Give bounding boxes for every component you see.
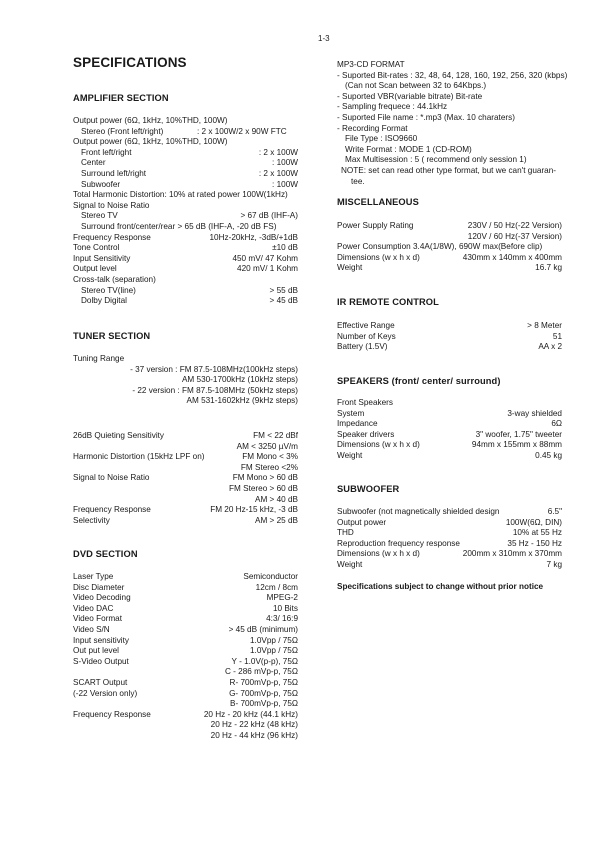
spec-value: 94mm x 155mm x 88mm — [471, 440, 562, 450]
spec-label: S-Video Output — [73, 656, 129, 666]
spec-value: 1.0Vpp / 75Ω — [249, 646, 298, 656]
page-title: SPECIFICATIONS — [73, 55, 187, 70]
spec-row — [337, 242, 562, 253]
spec-row — [337, 155, 577, 166]
spec-value: FM Mono > 60 dB — [232, 473, 298, 483]
spec-value: 35 Hz - 150 Hz — [507, 538, 562, 548]
spec-label: Weight — [337, 450, 363, 460]
spec-value: 200mm x 310mm x 370mm — [462, 549, 562, 559]
spec-value: - 22 version : FM 87.5-108MHz (50kHz steps) — [132, 385, 298, 395]
spec-value: Semiconductor — [243, 572, 298, 581]
spec-value: : 2 x 100W — [258, 147, 298, 157]
spec-row — [337, 451, 562, 462]
subwoofer-heading: SUBWOOFER — [337, 484, 400, 494]
spec-label: Tuning Range — [73, 354, 125, 363]
spec-value: G- 700mVp-p, 75Ω — [229, 688, 298, 698]
spec-row — [73, 201, 298, 212]
spec-label: Tone Control — [73, 243, 120, 253]
spec-value: Y - 1.0V(p-p), 75Ω — [231, 656, 298, 666]
misc-heading: MISCELLANEOUS — [337, 197, 419, 207]
spec-row — [73, 222, 298, 233]
spec-value: 4:3/ 16:9 — [266, 614, 298, 624]
ir-remote-specs — [337, 321, 562, 353]
spec-value: 6Ω — [551, 419, 562, 429]
subwoofer-specs — [337, 507, 562, 571]
spec-row — [337, 263, 562, 274]
spec-row — [337, 81, 577, 92]
spec-label: 26dB Quieting Sensitivity — [73, 431, 165, 440]
spec-value: ±10 dB — [272, 243, 298, 253]
spec-row — [73, 386, 298, 397]
spec-label: Battery (1.5V) — [337, 342, 388, 352]
spec-value: AM 531-1602kHz (9kHz steps) — [186, 396, 298, 406]
spec-value: 12cm / 8cm — [255, 582, 298, 592]
spec-row — [73, 137, 298, 148]
spec-label: Disc Diameter — [73, 582, 125, 592]
spec-value: 3-way shielded — [507, 408, 562, 418]
spec-value: AM 530-1700kHz (10kHz steps) — [181, 375, 298, 385]
spec-row — [73, 365, 298, 376]
spec-value: FM Stereo > 60 dB — [229, 483, 298, 493]
spec-row — [73, 646, 298, 657]
spec-value: 10Hz-20kHz, -3dB/+1dB — [209, 232, 298, 242]
spec-value: 3" woofer, 1.75" tweeter — [475, 429, 562, 439]
spec-row — [73, 148, 298, 159]
spec-label: tee. — [351, 176, 365, 186]
spec-row — [73, 243, 298, 254]
dvd-heading: DVD SECTION — [73, 549, 138, 559]
spec-label: Power Supply Rating — [337, 221, 414, 230]
spec-value: 450 mV/ 47 Kohm — [232, 253, 298, 263]
spec-row — [73, 473, 298, 484]
spec-label: Front left/right — [81, 147, 132, 157]
spec-row — [73, 689, 298, 700]
spec-label: Stereo (Front left/right) — [81, 126, 164, 136]
spec-row — [73, 158, 298, 169]
spec-label: Center — [81, 158, 106, 168]
spec-row — [337, 440, 562, 451]
spec-value: 230V / 50 Hz(-22 Version) — [467, 221, 562, 230]
spec-row — [337, 102, 577, 113]
spec-row — [73, 375, 298, 386]
spec-row — [337, 419, 562, 430]
spec-value: FM Stereo <2% — [240, 462, 298, 472]
spec-value: 16.7 kg — [535, 263, 562, 273]
spec-label: Signal to Noise Ratio — [73, 473, 150, 483]
spec-label: Video Decoding — [73, 593, 131, 603]
spec-label: Stereo TV(line) — [81, 285, 136, 295]
spec-label: Video DAC — [73, 603, 114, 613]
spec-label: Output power — [337, 517, 387, 527]
spec-label: Output power (6Ω, 1kHz, 10%THD, 100W) — [73, 137, 228, 147]
spec-row — [73, 731, 298, 742]
spec-label: (Can not Scan between 32 to 64Kbps.) — [345, 81, 487, 91]
amplifier-heading: AMPLIFIER SECTION — [73, 93, 169, 103]
spec-label: Input sensitivity — [73, 635, 129, 645]
spec-label: Input Sensitivity — [73, 253, 131, 263]
spec-value: FM 20 Hz-15 kHz, -3 dB — [210, 505, 298, 515]
spec-row — [337, 113, 577, 124]
speakers-heading: SPEAKERS (front/ center/ surround) — [337, 376, 501, 386]
spec-value: 1.0Vpp / 75Ω — [249, 635, 298, 645]
spec-label: File Type : ISO9660 — [345, 134, 418, 144]
spec-row — [337, 507, 562, 518]
spec-row — [73, 286, 298, 297]
spec-value: AM > 40 dB — [254, 494, 298, 504]
spec-row — [337, 528, 562, 539]
spec-value: FM < 22 dBf — [253, 431, 298, 440]
spec-label: Video Format — [73, 614, 122, 624]
spec-label: Dimensions (w x h x d) — [337, 440, 420, 450]
spec-label: THD — [337, 528, 354, 538]
spec-label: Frequency Response — [73, 709, 151, 719]
spec-row — [337, 539, 562, 550]
spec-row — [337, 124, 577, 135]
spec-row — [73, 593, 298, 604]
spec-label: Laser Type — [73, 572, 114, 581]
spec-label: Total Harmonic Distortion: 10% at rated power 100W(1kHz) — [73, 190, 288, 200]
spec-label: Out put level — [73, 646, 119, 656]
dvd-specs — [73, 572, 298, 742]
spec-value: AM < 3250 µV/m — [236, 441, 298, 451]
spec-value: 0.45 kg — [535, 450, 562, 460]
spec-row — [73, 495, 298, 506]
spec-row — [337, 409, 562, 420]
spec-label: MP3-CD FORMAT — [337, 60, 405, 69]
spec-label: Signal to Noise Ratio — [73, 200, 150, 210]
spec-value: 120V / 60 Hz(-37 Version) — [467, 231, 562, 241]
spec-row — [337, 166, 577, 177]
spec-value: 10 Bits — [272, 603, 298, 613]
spec-value: > 67 dB (IHF-A) — [240, 211, 298, 221]
spec-row — [73, 180, 298, 191]
spec-label: NOTE: set can read other type format, but we can't guaran- — [341, 165, 556, 175]
spec-row — [73, 678, 298, 689]
spec-value: 420 mV/ 1 Kohm — [237, 264, 298, 274]
spec-row — [73, 431, 298, 442]
spec-label: - Suported VBR(variable bitrate) Bit-rate — [337, 91, 483, 101]
spec-value: > 55 dB — [269, 285, 298, 295]
spec-row — [73, 275, 298, 286]
spec-row — [73, 505, 298, 516]
spec-row — [73, 169, 298, 180]
spec-value: B- 700mVp-p, 75Ω — [229, 699, 298, 709]
spec-row — [73, 657, 298, 668]
spec-row — [73, 127, 298, 138]
spec-row — [73, 396, 298, 407]
ir-remote-heading: IR REMOTE CONTROL — [337, 297, 439, 307]
spec-value: > 45 dB — [269, 296, 298, 306]
spec-value: 6.5" — [547, 507, 562, 516]
spec-row — [73, 233, 298, 244]
amplifier-specs — [73, 116, 298, 307]
spec-label: - Suported Bit-rates : 32, 48, 64, 128, 160, 192, 256, 320 (kbps) — [337, 70, 568, 80]
spec-label: - Sampling frequece : 44.1kHz — [337, 102, 448, 112]
spec-value: MPEG-2 — [266, 593, 298, 603]
spec-row — [337, 145, 577, 156]
spec-value: > 8 Meter — [527, 321, 562, 330]
spec-label: Dimensions (w x h x d) — [337, 252, 420, 262]
page-number: 1-3 — [318, 34, 330, 43]
spec-row — [337, 518, 562, 529]
spec-label: Number of Keys — [337, 331, 396, 341]
spec-label: - Recording Format — [337, 123, 408, 133]
spec-row — [73, 516, 298, 527]
spec-value: - 37 version : FM 87.5-108MHz(100kHz steps) — [130, 364, 298, 374]
spec-row — [73, 572, 298, 583]
spec-value: 20 Hz - 44 kHz (96 kHz) — [210, 730, 298, 740]
spec-row — [337, 71, 577, 82]
spec-value: 10% at 55 Hz — [512, 528, 562, 538]
spec-row — [73, 452, 298, 463]
spec-label: Selectivity — [73, 515, 110, 525]
spec-value: AA x 2 — [538, 342, 562, 352]
mp3cd-specs — [337, 60, 577, 187]
spec-label: Front Speakers — [337, 398, 393, 407]
spec-row — [337, 177, 577, 188]
spec-value: AM > 25 dB — [254, 515, 298, 525]
spec-row — [337, 560, 562, 571]
spec-row — [73, 625, 298, 636]
spec-value: : 2 x 100W — [258, 168, 298, 178]
spec-label: Effective Range — [337, 321, 395, 330]
spec-row — [73, 604, 298, 615]
spec-row — [337, 332, 562, 343]
spec-label: Weight — [337, 559, 363, 569]
spec-label: Frequency Response — [73, 505, 151, 515]
spec-label: Weight — [337, 263, 363, 273]
spec-row — [337, 60, 577, 71]
spec-row — [73, 190, 298, 201]
spec-value: 100W(6Ω, DIN) — [505, 517, 562, 527]
spec-row — [73, 699, 298, 710]
spec-row — [337, 134, 577, 145]
spec-row — [337, 221, 562, 232]
spec-label: Harmonic Distortion (15kHz LPF on) — [73, 452, 205, 462]
spec-row — [73, 116, 298, 127]
spec-value: 430mm x 140mm x 400mm — [462, 252, 562, 262]
spec-label: System — [337, 408, 365, 418]
footer-note: Specifications subject to change without prior notice — [337, 582, 544, 591]
spec-label: Write Format : MODE 1 (CD-ROM) — [345, 144, 472, 154]
spec-value: 20 Hz - 22 kHz (48 kHz) — [210, 720, 298, 730]
tuner-range-specs — [73, 354, 298, 407]
spec-value: > 45 dB (minimum) — [228, 624, 298, 634]
spec-value: FM Mono < 3% — [242, 452, 298, 462]
spec-row — [73, 710, 298, 721]
spec-label: Video S/N — [73, 624, 110, 634]
spec-row — [337, 321, 562, 332]
spec-row — [337, 232, 562, 243]
spec-label: Reproduction frequency response — [337, 538, 460, 548]
spec-row — [337, 430, 562, 441]
spec-row — [73, 254, 298, 265]
spec-row — [73, 484, 298, 495]
spec-row — [337, 342, 562, 353]
spec-row — [73, 614, 298, 625]
spec-label: Power Consumption 3.4A(1/8W), 690W max(Before clip) — [337, 242, 543, 252]
spec-value: : 2 x 100W/2 x 90W FTC — [197, 126, 287, 136]
spec-row — [337, 92, 577, 103]
spec-row — [337, 398, 562, 409]
spec-label: Frequency Response — [73, 232, 151, 242]
spec-row — [73, 442, 298, 453]
spec-label: Surround front/center/rear > 65 dB (IHF-A, -20 dB FS) — [81, 221, 277, 231]
speakers-specs — [337, 398, 562, 462]
spec-row — [73, 720, 298, 731]
spec-row — [73, 583, 298, 594]
spec-value: : 100W — [272, 158, 298, 168]
spec-label: (-22 Version only) — [73, 688, 138, 698]
spec-label: Subwoofer — [81, 179, 121, 189]
spec-label: Cross-talk (separation) — [73, 274, 156, 284]
spec-value: 7 kg — [546, 559, 562, 569]
spec-row — [73, 354, 298, 365]
spec-value: : 100W — [272, 179, 298, 189]
spec-label: Surround left/right — [81, 168, 147, 178]
spec-label: SCART Output — [73, 677, 128, 687]
spec-label: Max Multisession : 5 ( recommend only session 1) — [345, 155, 527, 165]
misc-specs — [337, 221, 562, 274]
spec-label: Speaker drivers — [337, 429, 395, 439]
spec-label: Dolby Digital — [81, 296, 127, 306]
spec-label: Impedance — [337, 419, 378, 429]
spec-row — [337, 549, 562, 560]
spec-value: 51 — [552, 331, 562, 341]
spec-row — [73, 296, 298, 307]
spec-label: - Suported File name : *.mp3 (Max. 10 charaters) — [337, 112, 515, 122]
spec-row — [73, 211, 298, 222]
spec-value: C - 286 mVp-p, 75Ω — [224, 667, 298, 677]
spec-row — [73, 636, 298, 647]
spec-label: Output level — [73, 264, 117, 274]
tuner-heading: TUNER SECTION — [73, 331, 151, 341]
spec-label: Output power (6Ω, 1kHz, 10%THD, 100W) — [73, 116, 228, 125]
spec-value: 20 Hz - 20 kHz (44.1 kHz) — [203, 709, 298, 719]
spec-row — [73, 667, 298, 678]
spec-row — [73, 463, 298, 474]
spec-value: R- 700mVp-p, 75Ω — [229, 677, 298, 687]
spec-row — [337, 253, 562, 264]
tuner-specs — [73, 431, 298, 526]
spec-label: Stereo TV — [81, 211, 118, 221]
spec-label: Dimensions (w x h x d) — [337, 549, 420, 559]
spec-row — [73, 264, 298, 275]
spec-label: Subwoofer (not magnetically shielded design — [337, 507, 500, 516]
